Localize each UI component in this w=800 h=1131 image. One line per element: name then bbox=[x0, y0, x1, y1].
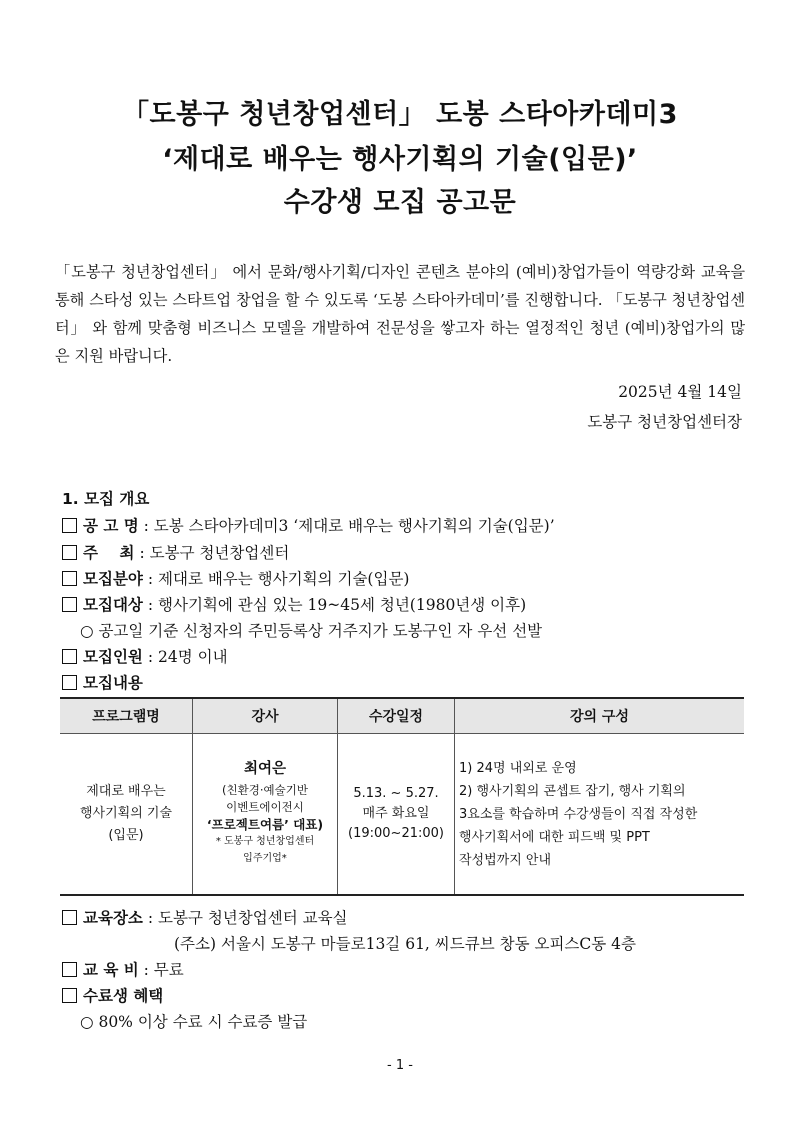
header-schedule: 수강일정 bbox=[338, 698, 455, 734]
cell-lecturer: 최여은 (친환경·예술기반 이벤트에이전시 ‘프로젝트여름’ 대표) * 도봉구 청년창업센터 입주기업* bbox=[193, 734, 338, 896]
address: (주소) 서울시 도봉구 마들로13길 61, 씨드큐브 창동 오피스C동 4층 bbox=[174, 935, 636, 953]
item-place: 교육장소 : 도봉구 청년창업센터 교육실 bbox=[62, 906, 348, 928]
page-number: - 1 - bbox=[387, 1058, 413, 1073]
program-table bbox=[60, 697, 744, 896]
checkbox-icon bbox=[62, 545, 77, 560]
title-line-1: 「도봉구 청년창업센터」 도봉 스타아카데미3 bbox=[122, 99, 678, 130]
item-target: 모집대상 : 행사기획에 관심 있는 19~45세 청년(1980년생 이후) bbox=[62, 593, 526, 615]
checkbox-icon bbox=[62, 597, 77, 612]
target-note: ○ 공고일 기준 신청자의 주민등록상 거주지가 도봉구인 자 우선 선발 bbox=[80, 622, 543, 640]
benefit-detail: ○ 80% 이상 수료 시 수료증 발급 bbox=[80, 1013, 308, 1031]
lecturer-name: 최여은 bbox=[243, 761, 287, 777]
intro-paragraph: 「도봉구 청년창업센터」 에서 문화/행사기획/디자인 콘텐츠 분야의 (예비)창업가들이 역량강화 교육을 통해 스타성 있는 스타트업 창업을 할 수 있도록 ‘도봉 스타아카데미’를 진행합니다. 「도봉구 청년창업센터」 와 함께 맞춤형 비즈니스 모델을 개발하여 전문성을 쌓고자 하는 열정적인 청년 (예비)창업가의 많은 지원 바랍니다. bbox=[55, 263, 745, 365]
checkbox-icon bbox=[62, 910, 77, 925]
table-row bbox=[60, 734, 744, 896]
item-content: 모집내용 bbox=[62, 671, 143, 693]
item-benefit: 수료생 혜택 bbox=[62, 984, 163, 1006]
checkbox-icon bbox=[62, 518, 77, 533]
item-announce: 공 고 명 : 도봉 스타아카데미3 ‘제대로 배우는 행사기획의 기술(입문)’ bbox=[62, 514, 555, 536]
item-field: 모집분야 : 제대로 배우는 행사기획의 기술(입문) bbox=[62, 567, 409, 589]
cell-schedule: 5.13. ~ 5.27. 매주 화요일 (19:00~21:00) bbox=[338, 734, 455, 896]
item-count: 모집인원 : 24명 이내 bbox=[62, 645, 228, 667]
checkbox-icon bbox=[62, 675, 77, 690]
date-block bbox=[587, 377, 742, 437]
signer: 도봉구 청년창업센터장 bbox=[587, 413, 742, 431]
item-host: 주 최 : 도봉구 청년창업센터 bbox=[62, 541, 289, 563]
checkbox-icon bbox=[62, 988, 77, 1003]
checkbox-icon bbox=[62, 649, 77, 664]
announce-date: 2025년 4월 14일 bbox=[618, 383, 742, 401]
section-heading: 1. 모집 개요 bbox=[62, 490, 150, 508]
header-lecturer: 강사 bbox=[193, 698, 338, 734]
table-header-row bbox=[60, 698, 744, 734]
checkbox-icon bbox=[62, 571, 77, 586]
header-program: 프로그램명 bbox=[60, 698, 193, 734]
cell-program: 제대로 배우는 행사기획의 기술 (입문) bbox=[60, 734, 193, 896]
header-content: 강의 구성 bbox=[455, 698, 745, 734]
cell-content: 1) 24명 내외로 운영 2) 행사기획의 콘셉트 잡기, 행사 기획의 3요소를 학습하며 수강생들이 직접 작성한 행사기획서에 대한 피드백 및 PPT 작성법까지 안내 bbox=[455, 734, 745, 896]
checkbox-icon bbox=[62, 962, 77, 977]
title-line-3: 수강생 모집 공고문 bbox=[283, 187, 517, 218]
item-fee: 교 육 비 : 무료 bbox=[62, 958, 184, 980]
title-line-2: ‘제대로 배우는 행사기획의 기술(입문)’ bbox=[162, 144, 638, 175]
